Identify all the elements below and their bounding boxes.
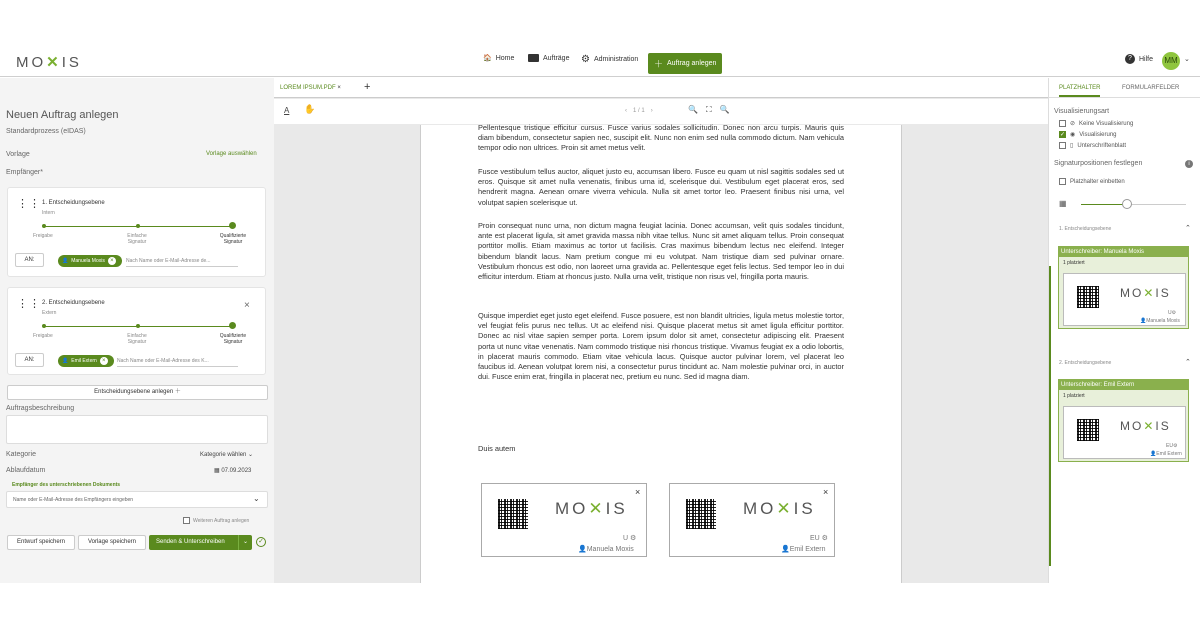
size-slider-fill <box>1081 204 1126 205</box>
nav-orders[interactable]: Aufträge <box>528 54 569 62</box>
category-select[interactable]: Kategorie wählen ⌄ <box>200 452 254 458</box>
chevron-down-icon[interactable]: ⌄ <box>1184 56 1190 63</box>
remove-chip-icon[interactable]: × <box>100 357 108 365</box>
page-title: Neuen Auftrag anlegen <box>6 109 119 121</box>
eye-off-icon: ⊘ <box>1070 121 1076 127</box>
qr-code <box>498 499 528 529</box>
moxis-logo[interactable]: MO✕IS <box>16 54 82 71</box>
placed-count: 1 platziert <box>1063 260 1085 266</box>
vis-option-visual[interactable]: ✓ ◉ Visualisierung <box>1060 131 1117 138</box>
step-dot[interactable] <box>136 224 140 228</box>
step-dot[interactable] <box>42 324 46 328</box>
step-dot[interactable] <box>42 224 46 228</box>
user-icon: 👤 <box>62 358 69 364</box>
checkbox-checked-icon: ✓ <box>1060 132 1066 138</box>
signer-card-header: Unterschreiber: Emil Extern <box>1059 380 1188 390</box>
nav-home[interactable]: 🏠 Home <box>483 54 515 62</box>
folder-icon <box>528 54 539 62</box>
chevron-down-icon: ⌄ <box>253 494 260 503</box>
help-icon: ? <box>1125 54 1135 64</box>
moxis-logo: MO✕IS <box>555 499 628 518</box>
user-icon: 👤 <box>62 258 69 264</box>
unsigned-recipient-input[interactable] <box>6 491 268 508</box>
step-dot-selected[interactable] <box>229 222 236 229</box>
moxis-logo: MO✕IS <box>1120 419 1171 433</box>
drag-handle-icon[interactable]: ⋮⋮ <box>17 198 41 210</box>
qr-code <box>686 499 716 529</box>
document-tab-bar <box>274 78 1048 98</box>
region-label: EU⚙ <box>1166 443 1178 449</box>
embed-placeholder-checkbox[interactable]: Platzhalter einbetten <box>1059 178 1125 185</box>
checkbox-icon <box>1059 178 1066 185</box>
description-label: Auftragsbeschreibung <box>6 405 75 412</box>
help-button[interactable]: ? Hilfe <box>1125 54 1153 64</box>
step-label: Freigabe <box>33 333 53 339</box>
chevron-down-icon: ⌄ <box>248 452 254 458</box>
step-dot[interactable] <box>136 324 140 328</box>
save-template-button[interactable]: Vorlage speichern <box>78 535 146 550</box>
vis-option-none[interactable]: ⊘ Keine Visualisierung <box>1059 120 1133 127</box>
close-icon[interactable]: × <box>823 487 829 497</box>
next-page-icon[interactable]: › <box>650 108 653 114</box>
unsigned-recipient-label: Empfänger des unterschriebenen Dokuments <box>12 482 121 488</box>
close-tab-icon[interactable]: × <box>337 85 341 91</box>
qr-code <box>1077 286 1099 308</box>
remove-chip-icon[interactable]: × <box>108 257 116 265</box>
level-heading: 1. Entscheidungsebene <box>1059 226 1112 232</box>
document-icon: ▯ <box>1070 143 1074 149</box>
select-template-link[interactable]: Vorlage auswählen <box>206 151 257 157</box>
recipient-chip[interactable]: 👤 Manuela Moxis × <box>58 255 122 267</box>
signer-name: 👤Manuela Moxis <box>1140 318 1180 324</box>
region-label: U⚙ <box>1168 310 1177 316</box>
expiry-label: Ablaufdatum <box>6 467 46 474</box>
recipients-label: Empfänger* <box>6 169 43 176</box>
send-and-sign-button[interactable]: Senden & Unterschreiben ⌄ <box>149 535 252 550</box>
save-draft-button[interactable]: Entwurf speichern <box>7 535 75 550</box>
level-subtitle: Intern <box>42 210 55 216</box>
add-tab-icon[interactable]: + <box>364 81 371 93</box>
decision-level-card <box>7 287 266 375</box>
decision-level-card <box>7 187 266 277</box>
chevron-down-icon[interactable]: ⌄ <box>238 535 252 550</box>
viewer-toolbar <box>274 99 1048 124</box>
region-label: EU ⚙ <box>810 535 828 542</box>
category-label: Kategorie <box>6 451 36 458</box>
home-icon: 🏠 <box>483 55 492 62</box>
checkbox-icon <box>183 517 190 524</box>
tab-form-fields[interactable]: FORMULARFELDER <box>1122 85 1180 91</box>
closing-text: Duis autem <box>478 444 516 453</box>
signature-preview <box>1063 406 1186 459</box>
page-indicator: 1 / 1 <box>633 108 645 114</box>
expiry-date-field[interactable]: ▦ 07.09.2023 <box>214 468 252 474</box>
another-order-checkbox[interactable]: Weiteren Auftrag anlegen <box>183 517 249 524</box>
zoom-in-icon[interactable]: 🔍 <box>719 105 730 114</box>
paragraph: Pellentesque tristique efficitur cursus. Fusce varius sodales sollicitudin. Donec non arcu turpis. Mauris quis diam bibendum, consectetur sapien nec, suscipit elit. Nunc non enim sed nulla commodo dictum. Nam vehicula tempor odio non ultrices. Proin sit amet metus velit. <box>478 123 844 153</box>
level-subtitle: Extern <box>42 310 57 316</box>
zoom-out-icon[interactable]: 🔍 <box>688 105 698 114</box>
signer-name: 👤Emil Extern <box>1150 451 1182 457</box>
plus-icon: ＋ <box>654 59 664 69</box>
placed-count: 1 platziert <box>1063 393 1085 399</box>
close-icon[interactable]: × <box>244 300 250 311</box>
pager[interactable] <box>625 108 653 114</box>
fit-screen-icon[interactable]: ⛶ <box>705 105 712 114</box>
document-tab[interactable]: LOREM IPSUM.PDF × <box>280 85 341 91</box>
hand-tool-icon[interactable]: ✋ <box>304 104 316 114</box>
gear-icon: ⚙ <box>581 54 590 65</box>
signer-card-header: Unterschreiber: Manuela Moxis <box>1059 247 1188 257</box>
prev-page-icon[interactable]: ‹ <box>625 108 627 114</box>
signer-card[interactable] <box>1058 379 1189 462</box>
close-icon[interactable]: × <box>635 487 641 497</box>
template-label: Vorlage <box>6 151 30 158</box>
level-title: 1. Entscheidungsebene <box>42 200 105 206</box>
chevron-up-icon[interactable]: ⌃ <box>1185 225 1191 232</box>
grid-icon[interactable]: ▦ <box>1059 199 1067 208</box>
info-icon[interactable]: i <box>1185 160 1193 168</box>
calendar-icon: ▦ <box>214 468 220 474</box>
nav-administration[interactable]: ⚙ Administration <box>581 54 639 65</box>
pdf-page <box>420 125 902 583</box>
step-label: Freigabe <box>33 233 53 239</box>
unsigned-recipient-placeholder: Name oder E-Mail-Adresse des Empfängers eingeben <box>13 497 134 503</box>
size-slider-thumb[interactable] <box>1122 199 1132 209</box>
an-button[interactable]: AN: <box>15 353 44 367</box>
an-button[interactable]: AN: <box>15 253 44 267</box>
paragraph: Quisque imperdiet eget justo eget eleifend. Fusce posuere, est non blandit ultricies, ligula metus molestie tortor, vel feugiat felis purus nec tellus. Ut ac eleifend nisi. Quisque placerat metus sit amet ligula efficitur porttitor. Donec ac nisl vitae sapien semper porta. Lorem ipsum dolor sit amet, consectetur adipiscing elit. Praesent porta ut nunc vitae venenatis. Nam commodo tristique nisi rhoncus tristique. Vivamus feugiat ex a odio lobortis, in placerat mauris commodo. Etiam vitae vehicula lacus. Quisque auctor pulvinar lorem, vel placerat leo faucibus id. Aenean volutpat lorem nisi, a consectetur purus tincidunt ac. Nam molestie pulvinar orci, in auctor dui. Fusce enim erat, fringilla in placerat nec, pretium eu nunc. Sed id magna diam. <box>478 311 844 382</box>
tab-placeholder[interactable]: PLATZHALTER <box>1059 85 1100 97</box>
signer-name: 👤Manuela Moxis <box>578 546 634 553</box>
checkbox-icon <box>1059 120 1066 127</box>
signer-name: 👤Emil Extern <box>781 546 826 553</box>
visualization-label: Visualisierungsart <box>1054 108 1110 115</box>
level-title: 2. Entscheidungsebene <box>42 300 105 306</box>
step-dot-selected[interactable] <box>229 322 236 329</box>
sigpos-label: Signaturpositionen festlegen <box>1054 160 1143 167</box>
order-form-panel <box>0 78 274 583</box>
moxis-logo: MO✕IS <box>1120 286 1171 300</box>
step-label: Einfache Signatur <box>127 233 147 245</box>
drag-handle-icon[interactable]: ⋮⋮ <box>17 298 41 310</box>
qr-code <box>1077 419 1099 441</box>
paragraph: Fusce vestibulum tellus auctor, aliquet justo eu, accumsan libero. Fusce eu quam ut nisl sagittis sodales sed ut eros. Quisque sit amet nulla venenatis, finibus urna id, scelerisque dui. Vestibulum eget placerat eros, sed hendrerit magna. Aenean ornare viverra vehicula. Nulla sit amet tortor leo. Praesent finibus nisi urna, vel volutpat sapien scelerisque ut. <box>478 167 844 207</box>
step-label: Einfache Signatur <box>127 333 147 345</box>
top-bar <box>0 45 1200 77</box>
signer-card[interactable] <box>1058 246 1189 329</box>
step-label-selected: Qualifizierte Signatur <box>219 333 247 345</box>
recipient-chip[interactable]: 👤 Emil Extern × <box>58 355 114 367</box>
create-order-button[interactable]: ＋ Auftrag anlegen <box>648 53 722 74</box>
chevron-up-icon[interactable]: ⌃ <box>1185 359 1191 366</box>
description-textarea[interactable] <box>6 415 268 444</box>
active-indicator <box>1049 266 1051 566</box>
eye-icon: ◉ <box>1070 132 1076 138</box>
paragraph: Proin consequat nunc urna, non dictum magna feugiat lacinia. Donec accumsan, velit quis sodales tincidunt, ante est placerat ligula, sit amet gravida massa nibh vitae tellus. Nunc sit amet aliquam tellus. Proin consequat porttitor mollis. Etiam maximus ac tortor ut facilisis. Cras maximus bibendum lectus nec eleifend. Integer bibendum blandit lacus. Nam pretium congue mi eu volutpat. Nam tristique diam sed pulvinar ornare. Vestibulum rhoncus est odio, non laoreet urna gravida ac. Pellentesque eget felis lectus. Sed tempor leo in dui efficitur interdum. Etiam at rhoncus justo. Nulla urna velit, tristique non risus vel, fringilla porta mauris. <box>478 221 844 282</box>
recipient-search-input[interactable]: Nach Name oder E-Mail-Adresse des K... <box>117 358 238 367</box>
moxis-logo: MO✕IS <box>743 499 816 518</box>
zoom-controls <box>688 105 730 115</box>
vis-option-sheet[interactable]: ▯ Unterschriftenblatt <box>1059 142 1126 149</box>
region-label: U ⚙ <box>623 535 637 542</box>
signature-placeholder[interactable] <box>481 483 647 557</box>
checkbox-icon <box>1059 142 1066 149</box>
recipient-search-input[interactable]: Nach Name oder E-Mail-Adresse de... <box>126 258 238 267</box>
process-label: Standardprozess (eIDAS) <box>6 128 86 135</box>
text-select-icon[interactable]: A <box>284 106 290 115</box>
level-heading: 2. Entscheidungsebene <box>1059 360 1112 366</box>
step-label-selected: Qualifizierte Signatur <box>219 233 247 245</box>
placeholder-panel <box>1048 78 1200 583</box>
right-tabs <box>1049 78 1200 98</box>
avatar[interactable]: MM <box>1162 52 1180 70</box>
add-decision-level-button[interactable]: Entscheidungsebene anlegen ＋ <box>7 385 268 400</box>
signature-placeholder[interactable] <box>669 483 835 557</box>
signature-preview <box>1063 273 1186 326</box>
check-circle-icon: ✓ <box>256 537 266 547</box>
